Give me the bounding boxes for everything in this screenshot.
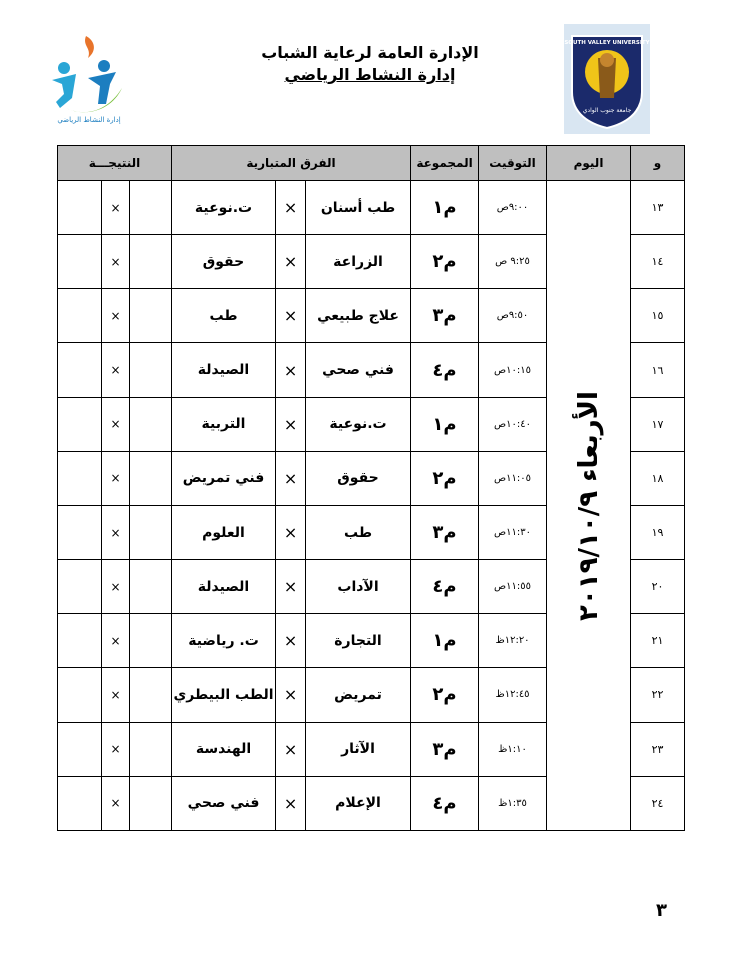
page-number: ٣ (656, 900, 667, 921)
title-line-1: الإدارة العامة لرعاية الشباب (261, 43, 479, 62)
result-x-cell: × (102, 235, 130, 289)
header-group: المجموعة (411, 146, 479, 181)
table-body (58, 181, 685, 831)
svg-text:إدارة النشاط الرياضي: إدارة النشاط الرياضي (57, 116, 121, 124)
vs-cell: × (276, 397, 306, 451)
result-team2-cell (130, 560, 172, 614)
result-x-cell: × (102, 668, 130, 722)
time-cell: ١:٣٥ظ (479, 776, 547, 830)
result-team2-cell (130, 614, 172, 668)
university-logo (564, 24, 650, 134)
team1-cell: طب أسنان (306, 181, 411, 235)
vs-cell: × (276, 289, 306, 343)
team2-cell: العلوم (172, 505, 276, 559)
header-teams: الفرق المتبارية (172, 146, 411, 181)
header-day: اليوم (547, 146, 631, 181)
team1-cell: طب (306, 505, 411, 559)
num-cell: ١٤ (631, 235, 685, 289)
num-cell: ٢١ (631, 614, 685, 668)
team1-cell: الآداب (306, 560, 411, 614)
result-team1-cell (58, 181, 102, 235)
time-cell: ١٢:٢٠ظ (479, 614, 547, 668)
group-cell: م٤ (411, 776, 479, 830)
result-team1-cell (58, 343, 102, 397)
group-cell: م١ (411, 614, 479, 668)
group-cell: م٤ (411, 560, 479, 614)
group-cell: م١ (411, 397, 479, 451)
sports-activity-logo (46, 28, 132, 126)
time-cell: ١:١٠ظ (479, 722, 547, 776)
group-cell: م٤ (411, 343, 479, 397)
result-team1-cell (58, 560, 102, 614)
team1-cell: فني صحي (306, 343, 411, 397)
num-cell: ١٩ (631, 505, 685, 559)
result-team2-cell (130, 397, 172, 451)
vs-cell: × (276, 235, 306, 289)
result-x-cell: × (102, 451, 130, 505)
time-cell: ٩:٢٥ ص (479, 235, 547, 289)
result-x-cell: × (102, 397, 130, 451)
result-team1-cell (58, 505, 102, 559)
team2-cell: فني تمريض (172, 451, 276, 505)
result-team1-cell (58, 668, 102, 722)
team2-cell: حقوق (172, 235, 276, 289)
num-cell: ١٥ (631, 289, 685, 343)
table-header-row (58, 146, 685, 181)
time-cell: ١١:٠٥ص (479, 451, 547, 505)
result-team2-cell (130, 235, 172, 289)
vs-cell: × (276, 560, 306, 614)
time-cell: ١١:٥٥ص (479, 560, 547, 614)
result-team2-cell (130, 776, 172, 830)
team2-cell: الطب البيطري (172, 668, 276, 722)
table-row (58, 181, 685, 235)
num-cell: ١٣ (631, 181, 685, 235)
team1-cell: الآثار (306, 722, 411, 776)
header-num: و (631, 146, 685, 181)
team1-cell: حقوق (306, 451, 411, 505)
header-time: التوقيت (479, 146, 547, 181)
num-cell: ٢٣ (631, 722, 685, 776)
header-result: النتيجـــة (58, 146, 172, 181)
team2-cell: فني صحي (172, 776, 276, 830)
team1-cell: ت.نوعية (306, 397, 411, 451)
num-cell: ٢٤ (631, 776, 685, 830)
day-cell (547, 181, 631, 831)
group-cell: م٣ (411, 722, 479, 776)
result-x-cell: × (102, 776, 130, 830)
team2-cell: الصيدلة (172, 560, 276, 614)
time-cell: ١١:٣٠ص (479, 505, 547, 559)
result-team1-cell (58, 451, 102, 505)
num-cell: ٢٢ (631, 668, 685, 722)
result-team1-cell (58, 397, 102, 451)
team1-cell: الإعلام (306, 776, 411, 830)
schedule-table (57, 145, 685, 831)
vs-cell: × (276, 614, 306, 668)
page-header (0, 0, 741, 140)
result-x-cell: × (102, 343, 130, 397)
num-cell: ٢٠ (631, 560, 685, 614)
team2-cell: الهندسة (172, 722, 276, 776)
team2-cell: ت. رياضية (172, 614, 276, 668)
team1-cell: التجارة (306, 614, 411, 668)
group-cell: م٣ (411, 505, 479, 559)
result-team2-cell (130, 722, 172, 776)
team2-cell: الصيدلة (172, 343, 276, 397)
schedule-table-container (57, 145, 684, 831)
result-x-cell: × (102, 722, 130, 776)
team1-cell: تمريض (306, 668, 411, 722)
result-team2-cell (130, 343, 172, 397)
vs-cell: × (276, 776, 306, 830)
vs-cell: × (276, 668, 306, 722)
team1-cell: الزراعة (306, 235, 411, 289)
result-x-cell: × (102, 614, 130, 668)
group-cell: م٢ (411, 235, 479, 289)
result-team2-cell (130, 181, 172, 235)
result-team1-cell (58, 235, 102, 289)
result-team2-cell (130, 505, 172, 559)
result-x-cell: × (102, 181, 130, 235)
result-team2-cell (130, 668, 172, 722)
vs-cell: × (276, 181, 306, 235)
result-team1-cell (58, 776, 102, 830)
svg-text:SOUTH VALLEY UNIVERSITY: SOUTH VALLEY UNIVERSITY (564, 40, 650, 46)
result-team1-cell (58, 614, 102, 668)
time-cell: ١٠:٤٠ص (479, 397, 547, 451)
team2-cell: طب (172, 289, 276, 343)
group-cell: م٣ (411, 289, 479, 343)
num-cell: ١٧ (631, 397, 685, 451)
num-cell: ١٦ (631, 343, 685, 397)
svg-text:جامعة جنوب الوادي: جامعة جنوب الوادي (582, 107, 632, 114)
result-team1-cell (58, 289, 102, 343)
result-team1-cell (58, 722, 102, 776)
day-label: الأربعاء ٢٠١٩/١٠/٩ (573, 390, 604, 621)
team2-cell: ت.نوعية (172, 181, 276, 235)
result-x-cell: × (102, 560, 130, 614)
vs-cell: × (276, 722, 306, 776)
time-cell: ٩:٥٠ص (479, 289, 547, 343)
time-cell: ١٠:١٥ص (479, 343, 547, 397)
header-titles (200, 42, 540, 86)
vs-cell: × (276, 451, 306, 505)
vs-cell: × (276, 343, 306, 397)
num-cell: ١٨ (631, 451, 685, 505)
time-cell: ٩:٠٠ص (479, 181, 547, 235)
group-cell: م٢ (411, 451, 479, 505)
group-cell: م٢ (411, 668, 479, 722)
team1-cell: علاج طبيعي (306, 289, 411, 343)
team2-cell: التربية (172, 397, 276, 451)
title-line-2: إدارة النشاط الرياضي (284, 65, 456, 84)
result-team2-cell (130, 289, 172, 343)
vs-cell: × (276, 505, 306, 559)
result-x-cell: × (102, 505, 130, 559)
time-cell: ١٢:٤٥ظ (479, 668, 547, 722)
result-x-cell: × (102, 289, 130, 343)
group-cell: م١ (411, 181, 479, 235)
result-team2-cell (130, 451, 172, 505)
